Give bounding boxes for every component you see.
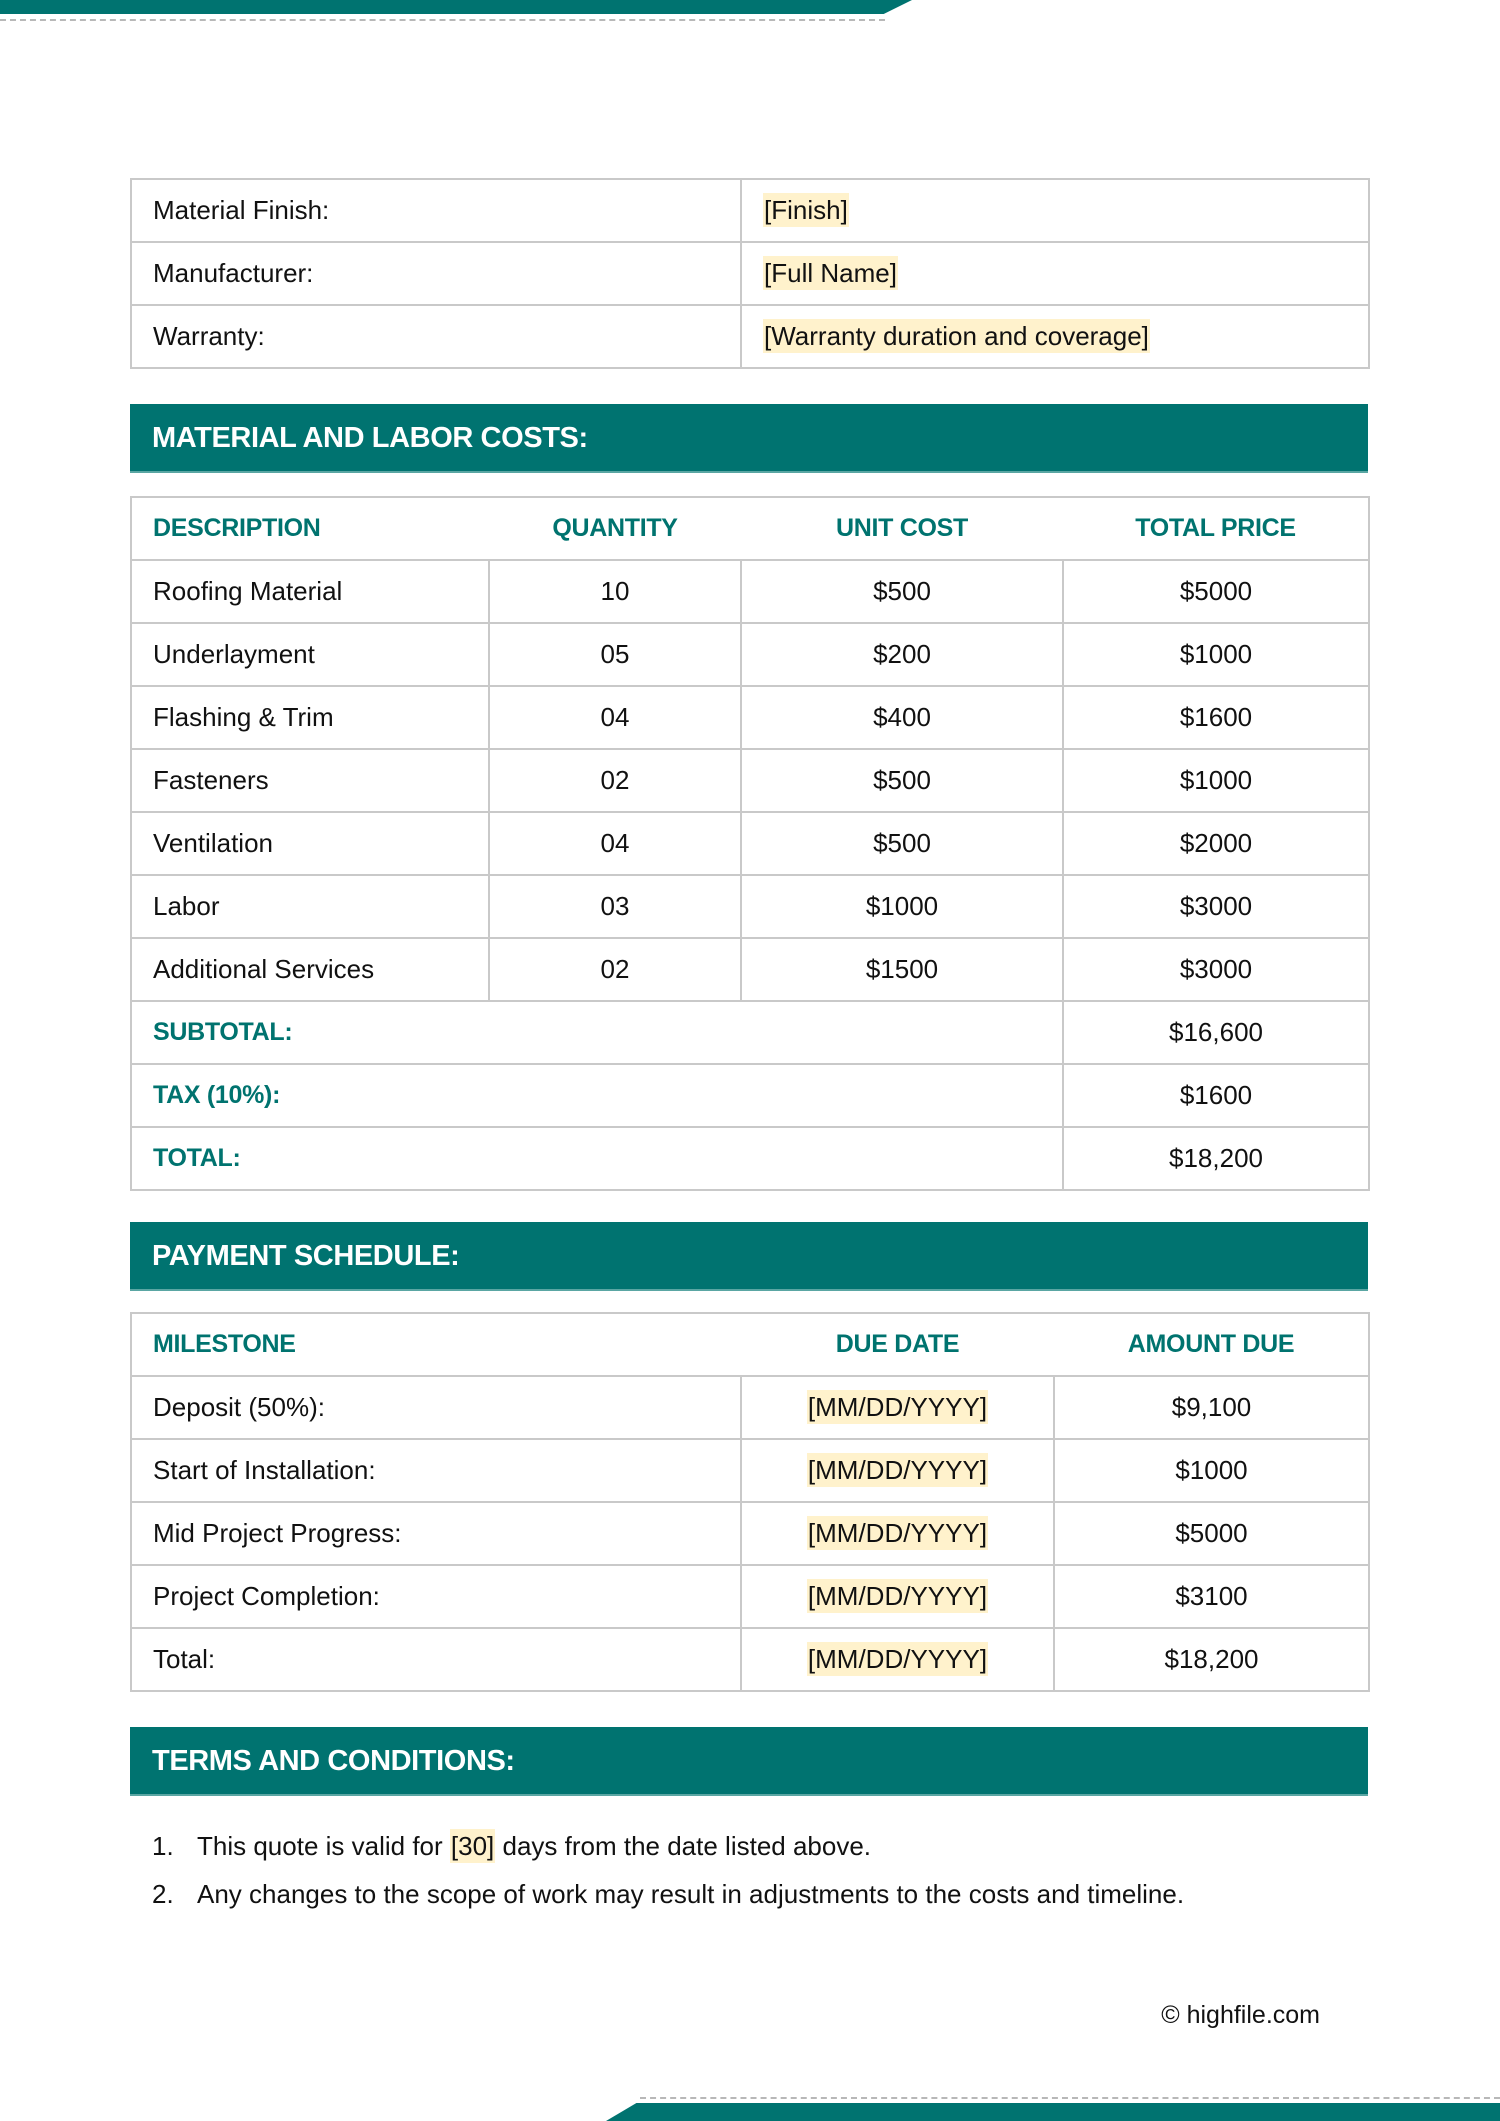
due-date-placeholder[interactable]: [MM/DD/YYYY] bbox=[807, 1644, 988, 1674]
bottom-dashed-divider bbox=[640, 2097, 1500, 2099]
cost-total: $1000 bbox=[1063, 623, 1369, 686]
costs-header-row bbox=[131, 497, 1369, 560]
bottom-decorative-band bbox=[606, 2103, 1500, 2121]
list-number: 1. bbox=[152, 1831, 174, 1861]
amount-due: $9,100 bbox=[1054, 1376, 1369, 1439]
cost-description: Additional Services bbox=[131, 938, 489, 1001]
cost-description: Roofing Material bbox=[131, 560, 489, 623]
due-date-placeholder[interactable]: [MM/DD/YYYY] bbox=[807, 1518, 988, 1548]
due-date-placeholder[interactable]: [MM/DD/YYYY] bbox=[807, 1581, 988, 1611]
spec-value-placeholder[interactable]: [Full Name] bbox=[764, 258, 897, 288]
cost-unit-cost: $1000 bbox=[741, 875, 1063, 938]
spec-label: Warranty: bbox=[131, 305, 741, 368]
col-header-total-price: TOTAL PRICE bbox=[1063, 497, 1369, 560]
cost-description: Underlayment bbox=[131, 623, 489, 686]
costs-section-heading: MATERIAL AND LABOR COSTS: bbox=[130, 404, 1368, 473]
spec-value-placeholder[interactable]: [Finish] bbox=[764, 195, 848, 225]
table-row bbox=[131, 686, 1369, 749]
cost-description: Labor bbox=[131, 875, 489, 938]
milestone-label: Start of Installation: bbox=[131, 1439, 741, 1502]
col-header-unit-cost: UNIT COST bbox=[741, 497, 1063, 560]
amount-due: $5000 bbox=[1054, 1502, 1369, 1565]
days-placeholder[interactable]: [30] bbox=[450, 1831, 495, 1861]
payment-section bbox=[130, 1312, 1368, 1692]
cost-quantity: 04 bbox=[489, 812, 741, 875]
spec-row-warranty bbox=[131, 305, 1369, 368]
cost-unit-cost: $200 bbox=[741, 623, 1063, 686]
cost-quantity: 02 bbox=[489, 749, 741, 812]
table-row bbox=[131, 749, 1369, 812]
col-header-due-date: DUE DATE bbox=[741, 1313, 1054, 1376]
cost-unit-cost: $500 bbox=[741, 812, 1063, 875]
subtotal-row bbox=[131, 1001, 1369, 1064]
cost-quantity: 05 bbox=[489, 623, 741, 686]
table-row bbox=[131, 1376, 1369, 1439]
cost-unit-cost: $500 bbox=[741, 560, 1063, 623]
payment-header-row bbox=[131, 1313, 1369, 1376]
cost-quantity: 03 bbox=[489, 875, 741, 938]
list-number: 2. bbox=[152, 1879, 174, 1909]
cost-description: Ventilation bbox=[131, 812, 489, 875]
table-row bbox=[131, 623, 1369, 686]
milestone-label: Project Completion: bbox=[131, 1565, 741, 1628]
table-row bbox=[131, 1502, 1369, 1565]
table-row bbox=[131, 812, 1369, 875]
cost-total: $5000 bbox=[1063, 560, 1369, 623]
due-date-placeholder[interactable]: [MM/DD/YYYY] bbox=[807, 1392, 988, 1422]
tax-label: TAX (10%): bbox=[131, 1064, 1063, 1127]
table-row bbox=[131, 938, 1369, 1001]
tax-row bbox=[131, 1064, 1369, 1127]
milestone-label: Deposit (50%): bbox=[131, 1376, 741, 1439]
amount-due: $1000 bbox=[1054, 1439, 1369, 1502]
top-dashed-divider bbox=[0, 19, 885, 21]
terms-section-heading: TERMS AND CONDITIONS: bbox=[130, 1727, 1368, 1796]
spec-label: Manufacturer: bbox=[131, 242, 741, 305]
cost-quantity: 10 bbox=[489, 560, 741, 623]
subtotal-label: SUBTOTAL: bbox=[131, 1001, 1063, 1064]
payment-section-heading: PAYMENT SCHEDULE: bbox=[130, 1222, 1368, 1291]
total-label: TOTAL: bbox=[131, 1127, 1063, 1190]
total-value: $18,200 bbox=[1063, 1127, 1369, 1190]
cost-unit-cost: $400 bbox=[741, 686, 1063, 749]
cost-total: $1000 bbox=[1063, 749, 1369, 812]
cost-unit-cost: $1500 bbox=[741, 938, 1063, 1001]
col-header-quantity: QUANTITY bbox=[489, 497, 741, 560]
top-decorative-band bbox=[0, 0, 912, 14]
tax-value: $1600 bbox=[1063, 1064, 1369, 1127]
spec-row-finish bbox=[131, 179, 1369, 242]
cost-total: $2000 bbox=[1063, 812, 1369, 875]
cost-description: Flashing & Trim bbox=[131, 686, 489, 749]
due-date-placeholder[interactable]: [MM/DD/YYYY] bbox=[807, 1455, 988, 1485]
material-specs-section bbox=[130, 178, 1368, 369]
material-specs-table bbox=[130, 178, 1370, 369]
amount-due: $3100 bbox=[1054, 1565, 1369, 1628]
col-header-description: DESCRIPTION bbox=[131, 497, 489, 560]
table-row bbox=[131, 560, 1369, 623]
table-row bbox=[131, 875, 1369, 938]
costs-table bbox=[130, 496, 1370, 1191]
cost-total: $3000 bbox=[1063, 875, 1369, 938]
list-item bbox=[152, 1826, 1184, 1874]
cost-description: Fasteners bbox=[131, 749, 489, 812]
terms-list bbox=[152, 1826, 1184, 1922]
subtotal-value: $16,600 bbox=[1063, 1001, 1369, 1064]
total-row bbox=[131, 1127, 1369, 1190]
milestone-label: Total: bbox=[131, 1628, 741, 1691]
payment-schedule-table bbox=[130, 1312, 1370, 1692]
cost-quantity: 02 bbox=[489, 938, 741, 1001]
term-text: Any changes to the scope of work may result in adjustments to the costs and timeline. bbox=[197, 1879, 1185, 1909]
cost-quantity: 04 bbox=[489, 686, 741, 749]
term-text: This quote is valid for bbox=[197, 1831, 450, 1861]
spec-row-manufacturer bbox=[131, 242, 1369, 305]
col-header-amount-due: AMOUNT DUE bbox=[1054, 1313, 1369, 1376]
table-row bbox=[131, 1439, 1369, 1502]
costs-section bbox=[130, 496, 1368, 1191]
milestone-label: Mid Project Progress: bbox=[131, 1502, 741, 1565]
list-item bbox=[152, 1874, 1184, 1922]
copyright-footer: © highfile.com bbox=[1161, 2001, 1320, 2029]
table-row bbox=[131, 1628, 1369, 1691]
cost-total: $3000 bbox=[1063, 938, 1369, 1001]
table-row bbox=[131, 1565, 1369, 1628]
spec-label: Material Finish: bbox=[131, 179, 741, 242]
amount-due: $18,200 bbox=[1054, 1628, 1369, 1691]
col-header-milestone: MILESTONE bbox=[131, 1313, 741, 1376]
cost-total: $1600 bbox=[1063, 686, 1369, 749]
spec-value-placeholder[interactable]: [Warranty duration and coverage] bbox=[764, 321, 1149, 351]
term-text: days from the date listed above. bbox=[495, 1831, 872, 1861]
cost-unit-cost: $500 bbox=[741, 749, 1063, 812]
